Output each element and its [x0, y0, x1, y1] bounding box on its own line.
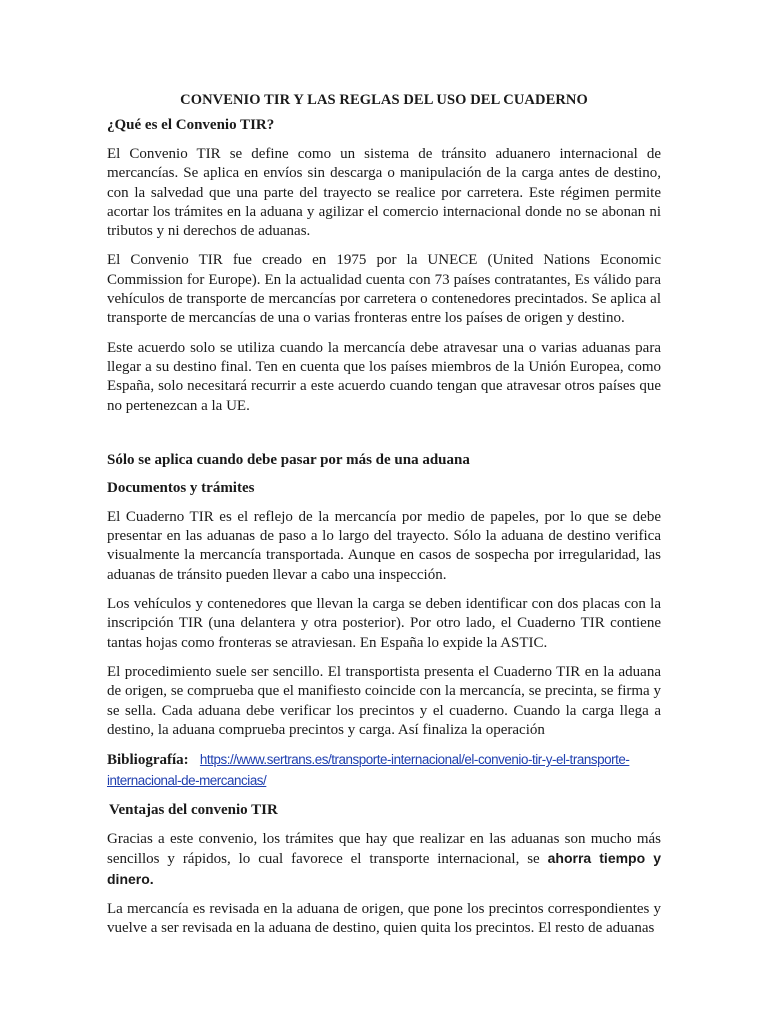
- paragraph-origin: El Convenio TIR fue creado en 1975 por la UNECE (United Nations Economic Commission for Europe). En la actualidad cuenta con 73 países contratantes, Es válido para vehículos de transporte de mercancías por carretera o contenedores precintados. Se aplica al transporte de mercancías de una o varias fronteras entre los países de origen y destino.: [107, 252, 661, 327]
- heading-que-es: ¿Qué es el Convenio TIR?: [107, 117, 275, 133]
- paragraph-ventajas-text: Gracias a este convenio, los trámites que hay que realizar en las aduanas son mucho más sencillos y rápidos, lo cual favorece el transporte internacional, se: [107, 831, 661, 868]
- paragraph-usage: Este acuerdo solo se utiliza cuando la mercancía debe atravesar una o varias aduanas para llegar a su destino final. Ten en cuenta que los países miembros de la Unión Europea, como España, solo necesitará recurrir a este acuerdo cuando tengan que atravesar otros países que no pertenezcan a la UE.: [107, 339, 661, 414]
- paragraph-revision: La mercancía es revisada en la aduana de origen, que pone los precintos correspondientes y vuelve a ser revisada en la aduana de destino, quien quita los precintos. El resto de aduanas: [107, 901, 661, 937]
- paragraph-ventajas-bold: ahorra tiempo y dinero.: [107, 850, 661, 887]
- bibliography: [107, 750, 661, 791]
- paragraph-definition: El Convenio TIR se define como un sistema de tránsito aduanero internacional de mercancías. Se aplica en envíos sin descarga o manipulación de la carga antes de destino, con la salvedad que una parte del trayecto se realice por carretera. Este régimen permite acortar los trámites en la aduana y agilizar el comercio internacional donde no se abonan ni tributos y ni derechos de aduanas.: [107, 146, 661, 240]
- paragraph-ventajas: [107, 830, 661, 890]
- spacer: [107, 426, 661, 452]
- bibliography-link[interactable]: https://www.sertrans.es/transporte-internacional/el-convenio-tir-y-el-transporte-internacional-de-mercancias/: [107, 752, 630, 788]
- heading-solo-aplica: Sólo se aplica cuando debe pasar por más de una aduana: [107, 451, 470, 468]
- paragraph-procedimiento: El procedimiento suele ser sencillo. El transportista presenta el Cuaderno TIR en la aduana de origen, se comprueba que el manifiesto coincide con la mercancía, se precinta, se firma y se sella. Cada aduana debe verificar los precintos y el cuaderno. Cuando la carga llega a destino, la aduana comprueba precintos y carga. Así finaliza la operación: [107, 663, 661, 738]
- paragraph-placas: Los vehículos y contenedores que llevan la carga se deben identificar con dos placas con la inscripción TIR (una delantera y otra posterior). Por otro lado, el Cuaderno TIR contiene tantas hojas como fronteras se atraviesan. En España lo expide la ASTIC.: [107, 596, 661, 651]
- heading-documentos: Documentos y trámites: [107, 479, 255, 496]
- bibliography-label: Bibliografía:: [107, 752, 189, 769]
- paragraph-cuaderno: El Cuaderno TIR es el reflejo de la mercancía por medio de papeles, por lo que se debe presentar en las aduanas de paso a lo largo del trayecto. Sólo la aduana de destino verifica visualmente la mercancía transportada. Aunque en casos de sospecha por irregularidad, las aduanas de tránsito pueden llevar a cabo una inspección.: [107, 508, 661, 583]
- heading-ventajas: Ventajas del convenio TIR: [109, 802, 278, 819]
- document-body: [107, 92, 661, 949]
- document-title: CONVENIO TIR Y LAS REGLAS DEL USO DEL CUADERNO: [180, 92, 588, 108]
